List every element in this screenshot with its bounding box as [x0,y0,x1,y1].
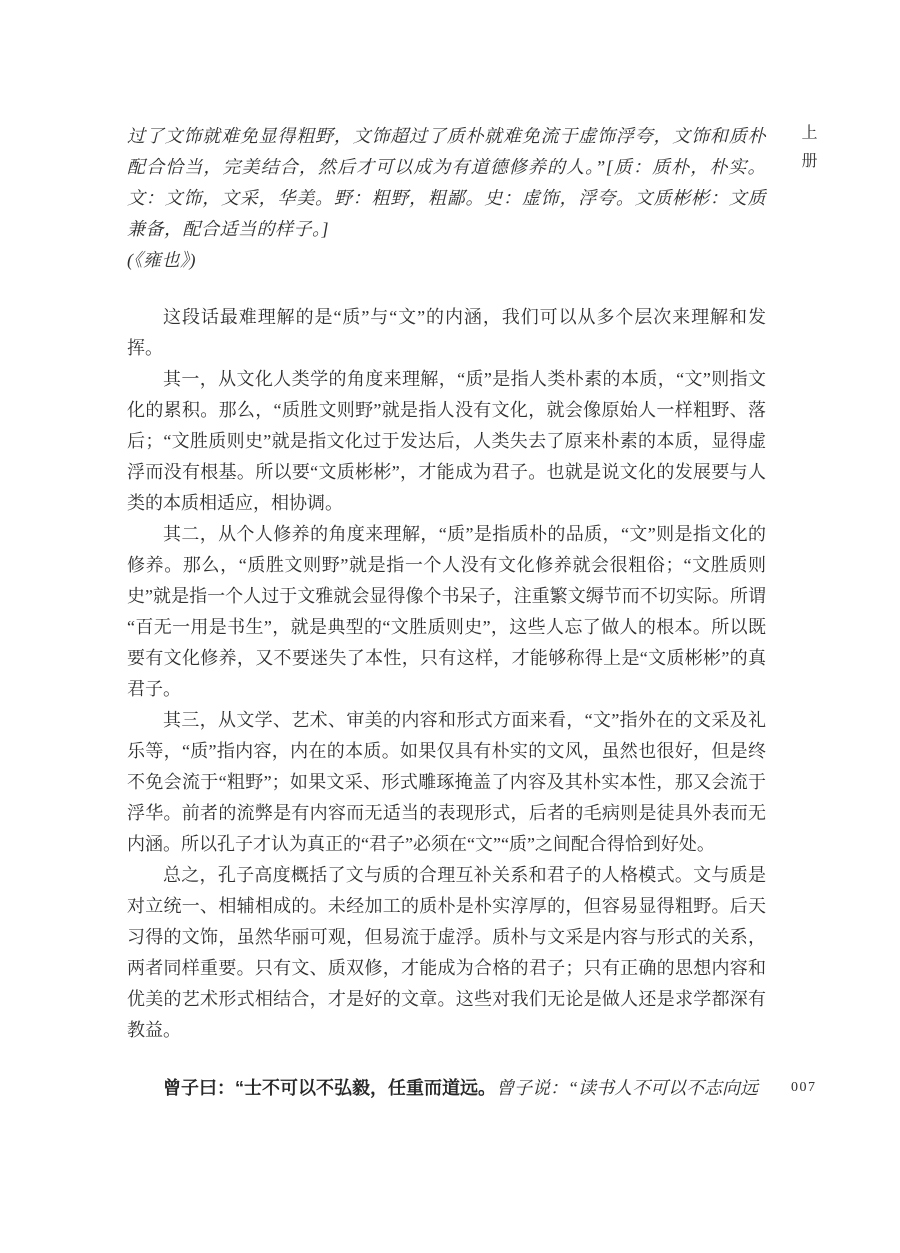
next-entry-paragraph [127,1073,766,1104]
commentary-paragraph: 其三，从文学、艺术、审美的内容和形式方面来看，“文”指外在的文采及礼乐等，“质”指内容，内在的本质。如果仅具有朴实的文风，虽然也很好，但是终不免会流于“粗野”；如果文采、形式雕琢掩盖了内容及其朴实本性，那又会流于浮华。前者的流弊是有内容而无适当的表现形式，后者的毛病则是徒具外表而无内涵。所以孔子才认为真正的“君子”必须在“文”“质”之间配合得恰到好处。 [127,710,766,854]
commentary-section [127,302,766,1046]
translation-block [127,121,766,276]
translation-quote-text: 曾子说：“读书人不可以不志向远 [496,1078,759,1098]
page-number: 007 [791,1080,817,1095]
commentary-paragraph: 其一，从文化人类学的角度来理解，“质”是指人类朴素的本质，“文”则指文化的累积。那么，“质胜文则野”就是指人没有文化，就会像原始人一样粗野、落后；“文胜质则史”就是指文化过于发达后，人类失去了原来朴素的本质，显得虚浮而没有根基。所以要“文质彬彬”，才能成为君子。也就是说文化的发展要与人类的本质相适应，相协调。 [127,369,766,513]
commentary-paragraph: 其二，从个人修养的角度来理解，“质”是指质朴的品质，“文”则是指文化的修养。那么，“质胜文则野”就是指一个人没有文化修养就会很粗俗；“文胜质则史”就是指一个人过于文雅就会显得像个书呆子，注重繁文缛节而不切实际。所谓“百无一用是书生”，就是典型的“文胜质则史”，这些人忘了做人的根本。所以既要有文化修养，又不要迷失了本性，只有这样，才能够称得上是“文质彬彬”的真君子。 [127,524,766,699]
commentary-paragraph: 这段话最难理解的是“质”与“文”的内涵，我们可以从多个层次来理解和发挥。 [127,307,766,358]
source-attribution: (《雍也》) [127,250,196,270]
main-text-column [127,121,766,1104]
commentary-paragraph: 总之，孔子高度概括了文与质的合理互补关系和君子的人格模式。文与质是对立统一、相辅相成的。未经加工的质朴是朴实淳厚的，但容易显得粗野。后天习得的文饰，虽然华丽可观，但易流于虚浮。质朴与文采是内容与形式的关系，两者同样重要。只有文、质双修，才能成为合格的君子；只有正确的思想内容和优美的艺术形式相结合，才是好的文章。这些对我们无论是做人还是求学都深有教益。 [127,865,766,1040]
original-quote-text: 曾子曰：“士不可以不弘毅，任重而道远。 [163,1078,496,1098]
volume-marker: 上册 [799,124,816,180]
translation-paragraph: 过了文饰就难免显得粗野，文饰超过了质朴就难免流于虚饰浮夸，文饰和质朴配合恰当，完美结合，然后才可以成为有道德修养的人。”[质：质朴，朴实。文：文饰，文采，华美。野：粗野，粗鄙。史：虚饰，浮夸。文质彬彬：文质兼备，配合适当的样子。] [127,126,766,239]
